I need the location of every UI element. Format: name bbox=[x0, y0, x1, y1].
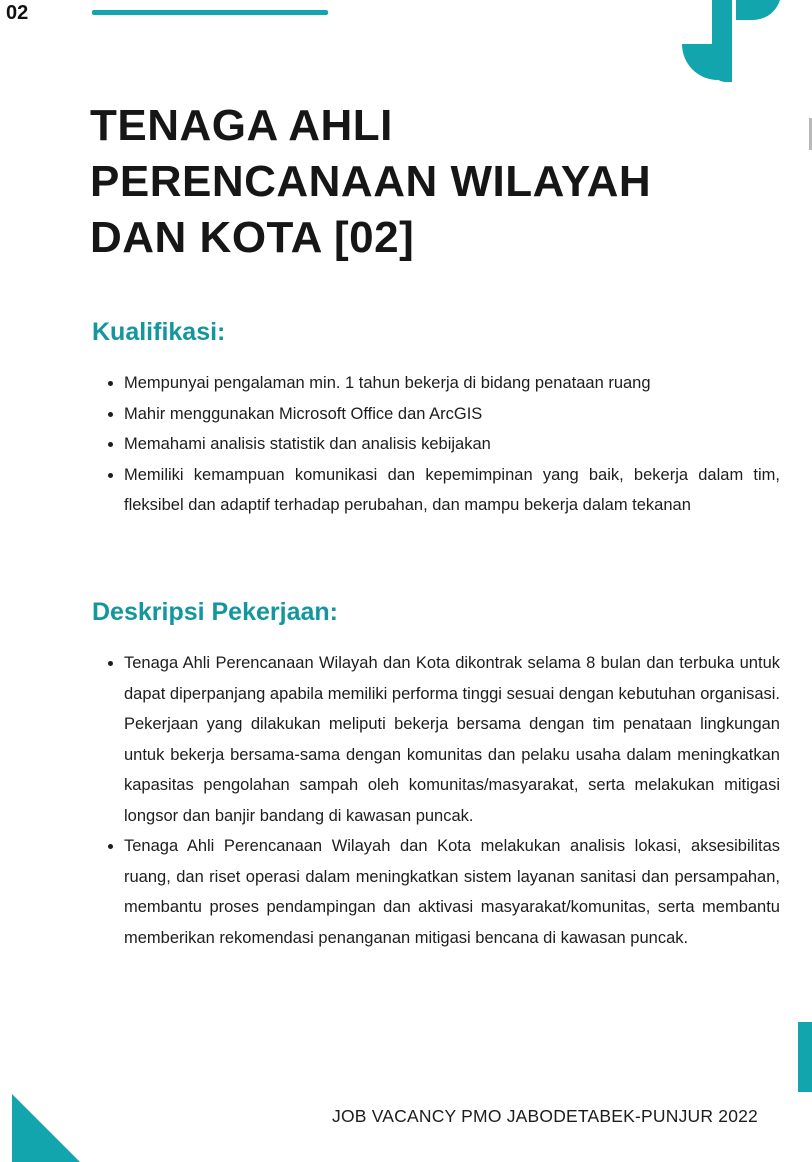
list-item: • Tenaga Ahli Perencanaan Wilayah dan Kota dikontrak selama 8 bulan dan terbuka untuk dapat diperpanjang apabila memiliki performa tinggi sesuai dengan kebutuhan organisasi. Pekerjaan yang dilakukan meliputi bekerja bersama dengan tim penataan lingkungan untuk bekerja bersama-sama dengan komunitas dan pelaku usaha dalam meningkatkan kapasitas pengolahan sampah oleh komunitas/masyarakat, serta melakukan mitigasi longsor dan banjir bandang di kawasan puncak. bbox=[124, 648, 780, 831]
edge-accent-block bbox=[798, 1022, 812, 1092]
page-number: 02 bbox=[6, 2, 29, 24]
kualifikasi-list bbox=[102, 368, 780, 521]
page-title bbox=[90, 98, 770, 266]
list-item: • Mempunyai pengalaman min. 1 tahun bekerja di bidang penataan ruang bbox=[124, 368, 780, 399]
list-item: • Memiliki kemampuan komunikasi dan kepemimpinan yang baik, bekerja dalam tim, fleksibel dan adaptif terhadap perubahan, dan mampu bekerja dalam tekanan bbox=[124, 460, 780, 521]
list-item: • Memahami analisis statistik dan analisis kebijakan bbox=[124, 429, 780, 460]
title-line-3: DAN KOTA [02] bbox=[90, 213, 415, 262]
title-line-2: PERENCANAAN WILAYAH bbox=[90, 157, 652, 206]
deskripsi-list bbox=[102, 648, 780, 953]
list-item: • Mahir menggunakan Microsoft Office dan ArcGIS bbox=[124, 399, 780, 430]
top-accent-rule bbox=[92, 10, 328, 15]
leaf-logo-icon bbox=[676, 0, 786, 82]
list-item: • Tenaga Ahli Perencanaan Wilayah dan Kota melakukan analisis lokasi, aksesibilitas ruang, dan riset operasi dalam meningkatkan sistem layanan sanitasi dan persampahan, membantu proses pendampingan dan aktivasi masyarakat/komunitas, serta membantu memberikan rekomendasi penanganan mitigasi bencana di kawasan puncak. bbox=[124, 831, 780, 953]
triangle-decoration-icon bbox=[12, 1094, 80, 1162]
title-line-1: TENAGA AHLI bbox=[90, 101, 393, 150]
deskripsi-heading: Deskripsi Pekerjaan: bbox=[92, 598, 338, 626]
kualifikasi-heading: Kualifikasi: bbox=[92, 318, 226, 346]
footer-text: JOB VACANCY PMO JABODETABEK-PUNJUR 2022 bbox=[332, 1106, 758, 1126]
